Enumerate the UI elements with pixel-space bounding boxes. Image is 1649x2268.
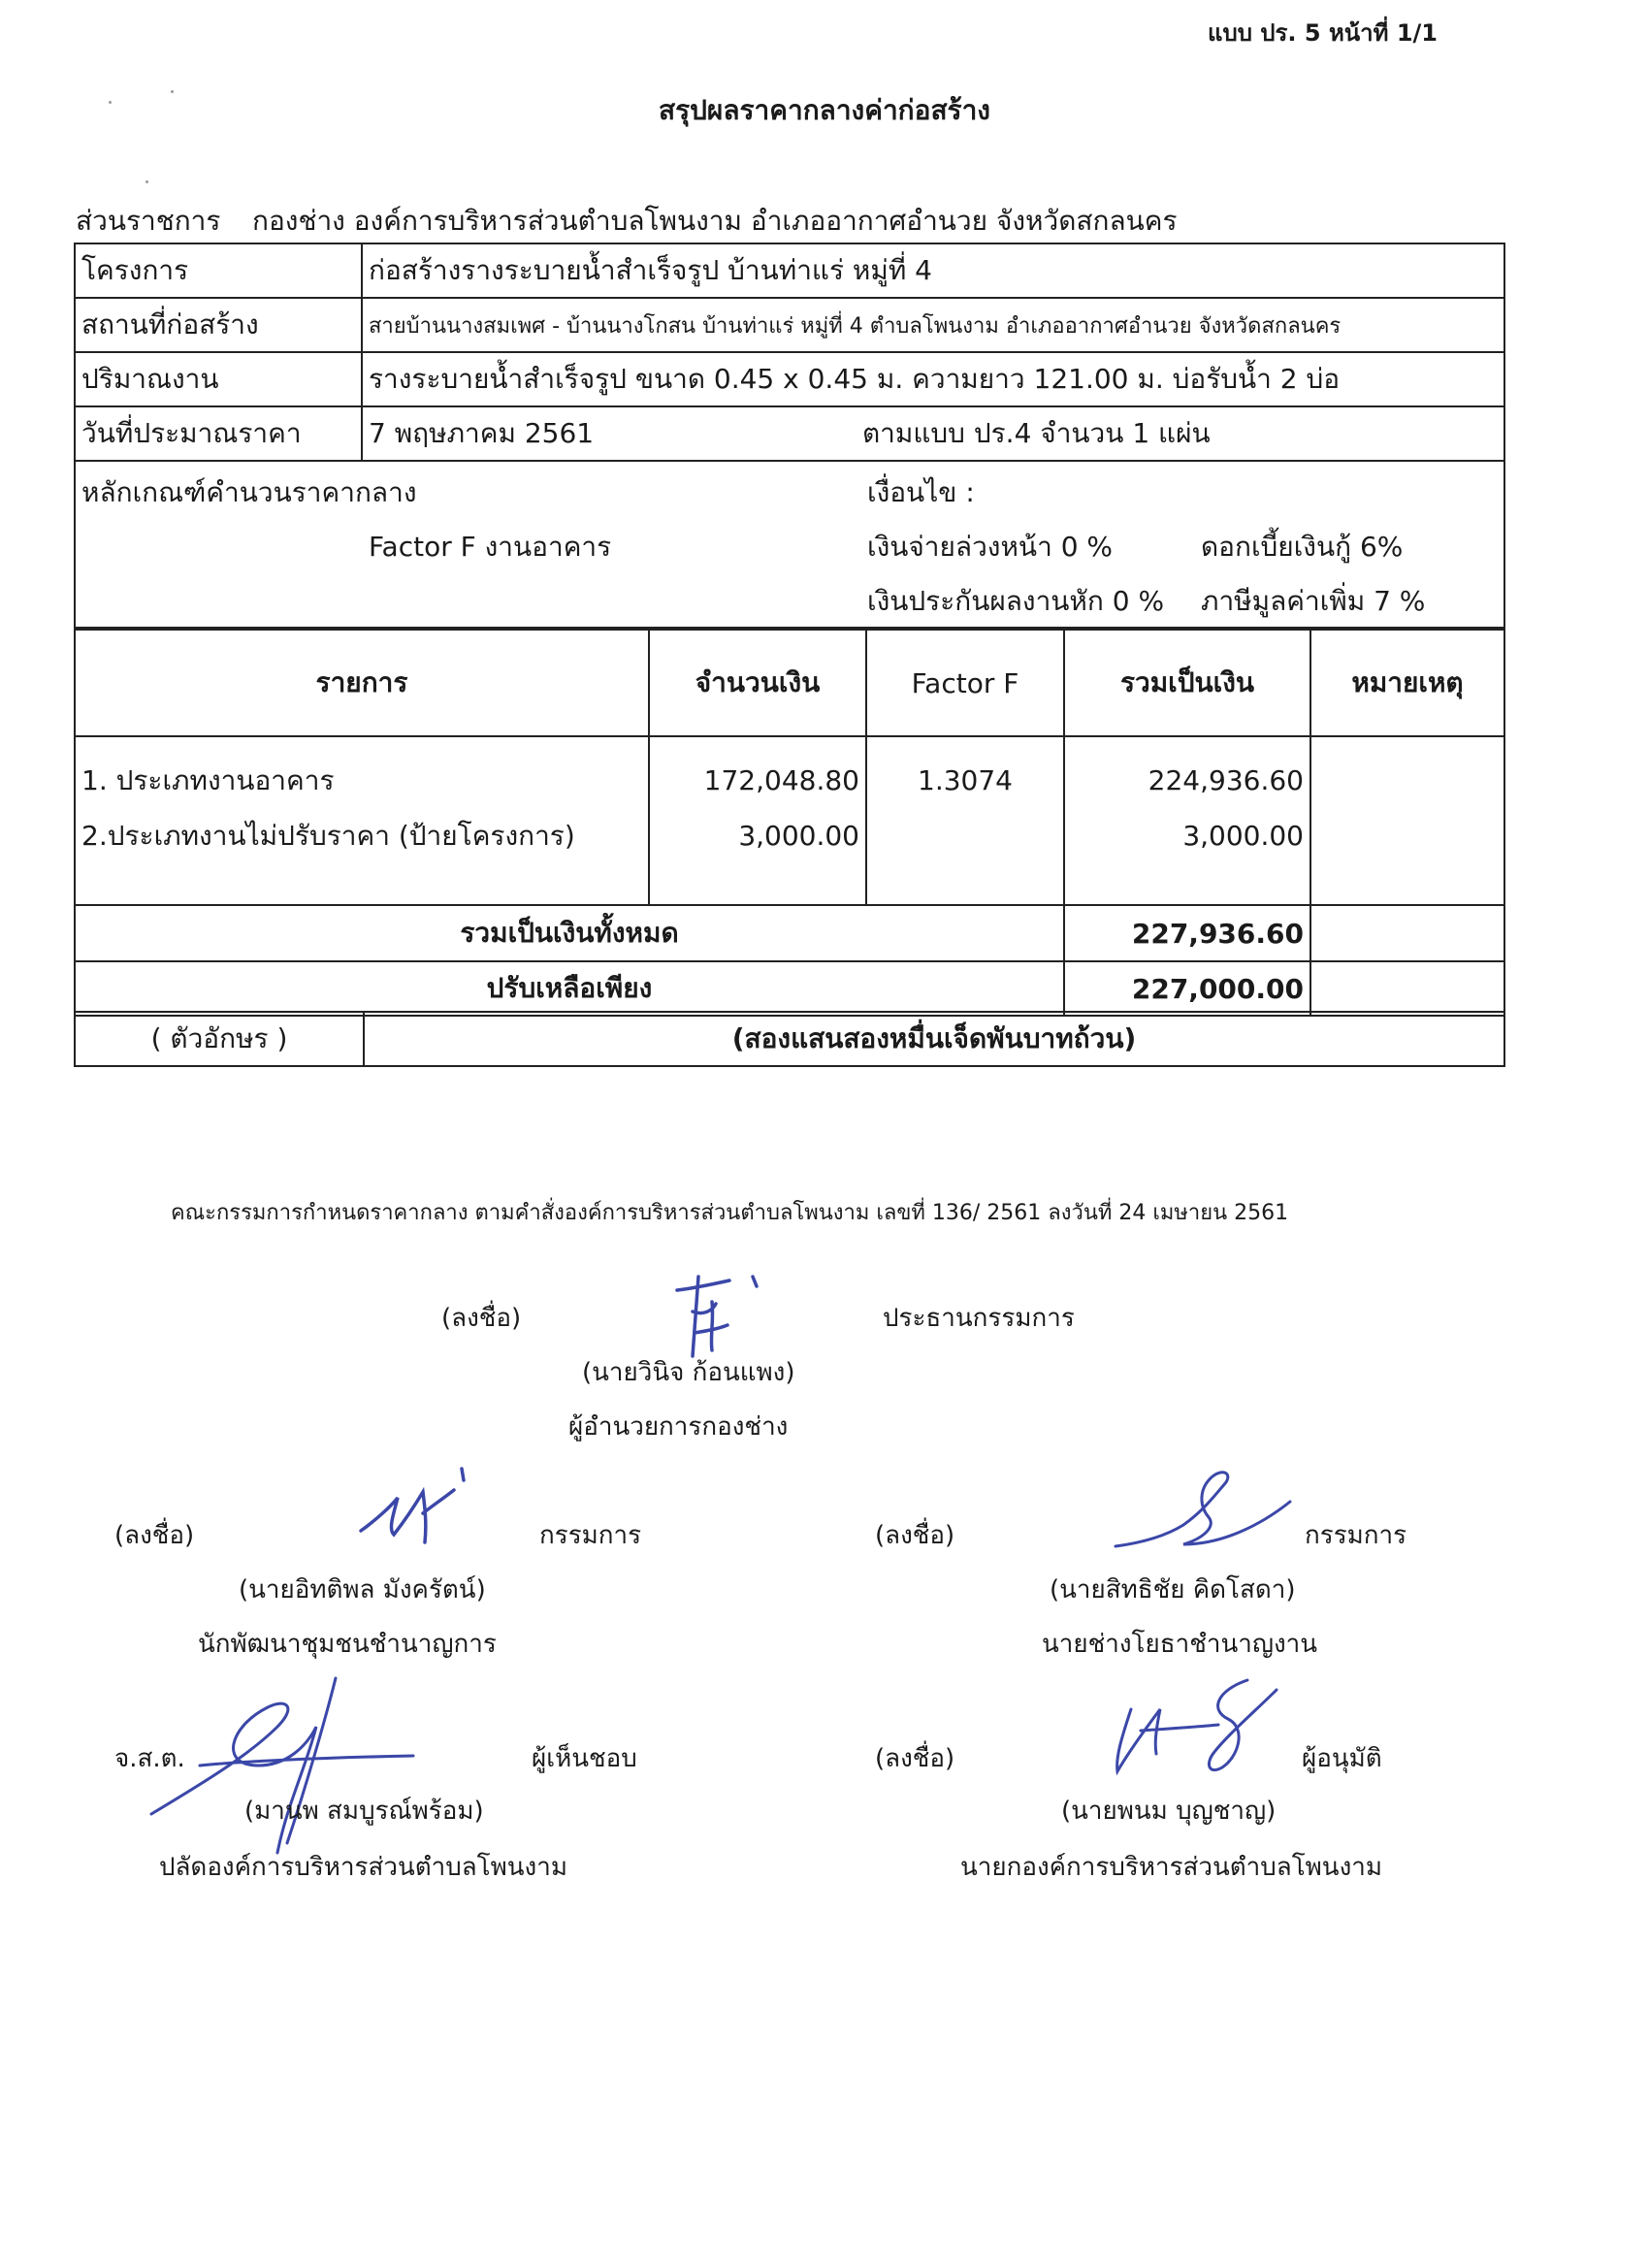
cost-table <box>74 629 1505 1017</box>
member2-name: (นายสิทธิชัย คิดโสดา) <box>1050 1575 1296 1604</box>
notes-cell <box>1310 736 1504 905</box>
row-1-amount: 172,048.80 <box>703 764 859 796</box>
advance-payment: เงินจ่ายล่วงหน้า 0 % <box>867 531 1114 563</box>
scan-speck <box>146 180 148 183</box>
rounded-value: 227,000.00 <box>1064 961 1310 1016</box>
rounded-row <box>75 961 1504 1016</box>
project-value: ก่อสร้างรางระบายน้ำสำเร็จรูป บ้านท่าแร่ หมู่ที่ 4 <box>362 243 1504 298</box>
chair-sign-label: (ลงชื่อ) <box>441 1304 522 1333</box>
member2-sign-label: (ลงชื่อ) <box>875 1521 955 1550</box>
interest-rate: ดอกเบี้ยเงินกู้ 6% <box>1201 531 1404 563</box>
in-words-value: (สองแสนสองหมื่นเจ็ดพันบาทถ้วน) <box>364 1012 1504 1066</box>
date-label: วันที่ประมาณราคา <box>75 406 362 461</box>
criteria-cell <box>75 461 1504 628</box>
in-words-table <box>74 1011 1505 1067</box>
approver-name: (นายพนม บุญชาญ) <box>1061 1797 1277 1826</box>
header-total: รวมเป็นเงิน <box>1064 630 1310 736</box>
grand-total-row <box>75 905 1504 961</box>
conditions-label: เงื่อนไข : <box>867 476 975 508</box>
grand-total-label: รวมเป็นเงินทั้งหมด <box>75 905 1064 961</box>
member1-signature <box>355 1463 491 1560</box>
header-item: รายการ <box>75 630 649 736</box>
chair-name: (นายวินิจ ก้อนแพง) <box>582 1358 795 1387</box>
project-label: โครงการ <box>75 243 362 298</box>
rounded-label: ปรับเหลือเพียง <box>75 961 1064 1016</box>
totals-cell <box>1064 736 1310 905</box>
member1-name: (นายอิทติพล มังครัตน์) <box>239 1575 486 1604</box>
table-header-row <box>75 630 1504 736</box>
date-reference: ตามแบบ ปร.4 จำนวน 1 แผ่น <box>862 417 1211 449</box>
approver-signature <box>1102 1670 1286 1787</box>
row-1-total: 224,936.60 <box>1148 764 1304 796</box>
scan-speck <box>171 90 174 93</box>
site-value: สายบ้านนางสมเพศ - บ้านนางโกสน บ้านท่าแร่ หมู่ที่ 4 ตำบลโพนงาม อำเภออากาศอำนวย จังหวัดสกลนคร <box>362 298 1504 352</box>
page-title: สรุปผลราคากลางค่าก่อสร้าง <box>659 94 990 126</box>
header-note: หมายเหตุ <box>1310 630 1504 736</box>
header-amount: จำนวนเงิน <box>649 630 866 736</box>
factor-note: Factor F งานอาคาร <box>369 531 612 563</box>
rounded-note <box>1310 961 1504 1016</box>
member1-role: กรรมการ <box>539 1521 642 1550</box>
row-2-item: 2.ประเภทงานไม่ปรับราคา (ป้ายโครงการ) <box>81 820 575 852</box>
site-label: สถานที่ก่อสร้าง <box>75 298 362 352</box>
approver-sign-label: (ลงชื่อ) <box>875 1744 955 1773</box>
quantity-value: รางระบายน้ำสำเร็จรูป ขนาด 0.45 x 0.45 ม. ความยาว 121.00 ม. บ่อรับน้ำ 2 บ่อ <box>362 352 1504 406</box>
chair-position: ผู้อำนวยการกองช่าง <box>568 1412 789 1442</box>
date-cell <box>362 406 1504 461</box>
endorser-sign-label: จ.ส.ต. <box>114 1744 185 1773</box>
agency-value: กองช่าง องค์การบริหารส่วนตำบลโพนงาม อำเภออากาศอำนวย จังหวัดสกลนคร <box>252 205 1178 237</box>
endorser-role: ผู้เห็นชอบ <box>532 1744 637 1773</box>
agency-label: ส่วนราชการ <box>76 205 221 237</box>
grand-total-note <box>1310 905 1504 961</box>
member2-position: นายช่างโยธาชำนาญงาน <box>1042 1630 1318 1659</box>
endorser-position: ปลัดองค์การบริหารส่วนตำบลโพนงาม <box>159 1853 567 1882</box>
amounts-cell <box>649 736 866 905</box>
vat: ภาษีมูลค่าเพิ่ม 7 % <box>1201 585 1426 617</box>
header-factor: Factor F <box>866 630 1064 736</box>
committee-note: คณะกรรมการกำหนดราคากลาง ตามคำสั่งองค์การบริหารส่วนตำบลโพนงาม เลขที่ 136/ 2561 ลงวันที่ 24 เมษายน 2561 <box>171 1201 1289 1225</box>
row-2-amount: 3,000.00 <box>738 820 859 852</box>
info-table <box>74 243 1505 629</box>
grand-total-value: 227,936.60 <box>1064 905 1310 961</box>
member1-sign-label: (ลงชื่อ) <box>114 1521 195 1550</box>
date-value: 7 พฤษภาคม 2561 <box>369 417 595 449</box>
quantity-label: ปริมาณงาน <box>75 352 362 406</box>
endorser-name: (มานพ สมบูรณ์พร้อม) <box>244 1797 484 1826</box>
factors-cell <box>866 736 1064 905</box>
member2-signature <box>1106 1463 1300 1570</box>
chair-role: ประธานกรรมการ <box>883 1304 1075 1333</box>
table-body-row <box>75 736 1504 905</box>
retention: เงินประกันผลงานหัก 0 % <box>867 585 1165 617</box>
scan-speck <box>109 101 112 104</box>
row-1-factor: 1.3074 <box>918 764 1013 796</box>
member1-position: นักพัฒนาชุมชนชำนาญการ <box>198 1630 497 1659</box>
row-1-item: 1. ประเภทงานอาคาร <box>81 764 335 796</box>
form-code: แบบ ปร. 5 หน้าที่ 1/1 <box>1208 19 1438 47</box>
member2-role: กรรมการ <box>1305 1521 1407 1550</box>
in-words-label: ( ตัวอักษร ) <box>75 1012 364 1066</box>
items-cell <box>75 736 649 905</box>
criteria-label: หลักเกณฑ์คำนวนราคากลาง <box>81 476 417 508</box>
approver-role: ผู้อนุมัติ <box>1302 1744 1382 1773</box>
chair-signature <box>656 1273 801 1362</box>
approver-position: นายกองค์การบริหารส่วนตำบลโพนงาม <box>960 1853 1383 1882</box>
row-2-total: 3,000.00 <box>1182 820 1304 852</box>
endorser-signature <box>142 1669 433 1863</box>
